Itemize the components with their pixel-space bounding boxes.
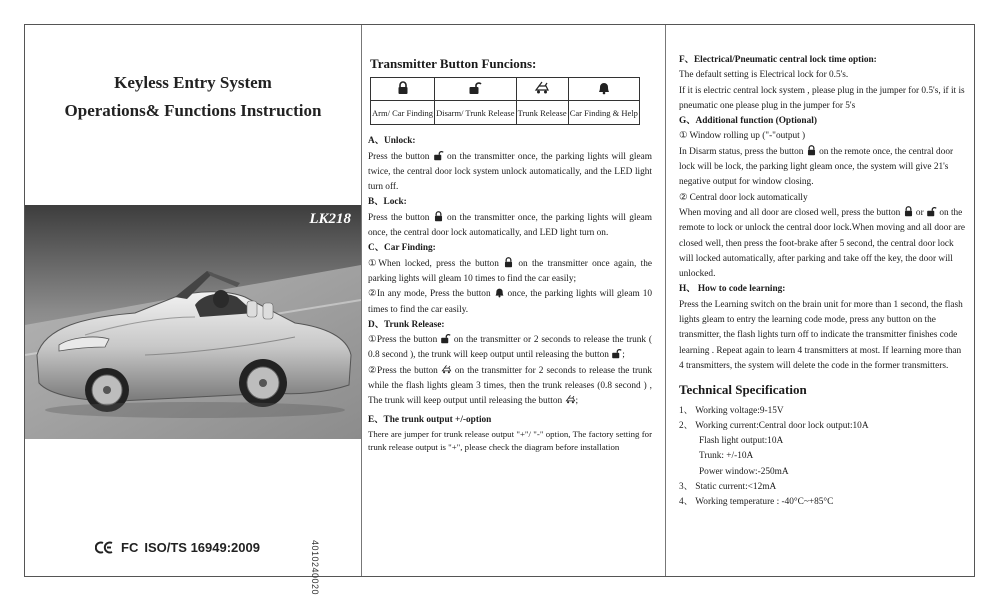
car-finding-text-1	[368, 257, 652, 288]
auto-lock-text	[679, 206, 967, 282]
button-functions-heading: Transmitter Button Funcions:	[370, 56, 537, 71]
unlock-icon	[468, 81, 482, 95]
text-fragment: once, the parking lights will gleam 10 times to find the car easily.	[368, 289, 652, 315]
car-finding-heading: C、Car Finding:	[368, 243, 436, 254]
text-fragment: ②Press the button	[368, 365, 438, 376]
right-column	[677, 25, 967, 578]
certification-row	[95, 540, 260, 555]
text-fragment: Press the button	[368, 151, 430, 162]
window-rolling-text	[679, 145, 967, 191]
button-function-table	[370, 77, 640, 125]
trunk-icon	[441, 364, 452, 375]
table-cell	[568, 78, 639, 101]
text-fragment: on the transmitter once, the parking lights will gleam twice, the central door lock system unlock automatically, and the LED light turn off.	[368, 151, 653, 193]
certification-text: ISO/TS 16949:2009	[144, 540, 260, 555]
table-cell	[371, 78, 435, 101]
auto-lock-heading: ② Central door lock automatically	[679, 192, 808, 203]
trunk-icon	[534, 81, 550, 95]
middle-column	[362, 25, 652, 578]
column-divider	[665, 25, 666, 576]
car-photo	[25, 205, 361, 439]
convertible-car-image	[25, 205, 361, 439]
text-fragment: or	[915, 207, 924, 218]
spec-temperature: 4、 Working temperature : -40°C~+85°C	[679, 497, 834, 508]
trunk-release-heading: D、Trunk Release:	[368, 319, 445, 330]
unlock-text	[368, 150, 652, 196]
text-fragment: When moving and all door are closed well, press the button	[679, 207, 901, 218]
lock-icon	[806, 145, 817, 156]
button-label-trunk: Trunk Release	[516, 101, 568, 125]
document-code: 4010240020	[310, 540, 320, 596]
ce-mark-icon	[95, 541, 115, 554]
fc-mark: FC	[121, 540, 139, 555]
button-label-arm: Arm/ Car Finding	[371, 101, 435, 125]
cover-panel	[25, 25, 361, 596]
button-label-disarm: Disarm/ Trunk Release	[435, 101, 517, 125]
text-fragment: In Disarm status, press the button	[679, 146, 804, 157]
model-number: LK218	[309, 211, 351, 227]
trunk-release-text-2	[368, 364, 652, 410]
technical-spec-heading: Technical Specification	[679, 382, 807, 398]
bell-icon	[494, 287, 505, 298]
cover-title: Keyless Entry System	[114, 73, 272, 92]
bell-icon	[597, 81, 611, 95]
lock-time-text-1: The default setting is Electrical lock for 0.5's.	[679, 70, 849, 81]
unlock-icon	[926, 206, 937, 217]
unlock-heading: A、Unlock:	[368, 136, 416, 147]
instruction-sheet	[24, 24, 975, 596]
cover-subtitle: Operations& Functions Instruction	[64, 101, 322, 120]
text-fragment: ①When locked, press the button	[368, 258, 499, 269]
text-fragment: ;	[622, 350, 625, 361]
text-fragment: ②In any mode, Press the button	[368, 289, 491, 300]
unlock-icon	[440, 333, 451, 344]
spec-flash-light: Flash light output:10A	[699, 436, 784, 447]
text-fragment: on the transmitter once, the parking lights will gleam once, the central door lock automatically, and LED light turn on.	[368, 212, 653, 239]
text-fragment: on the transmitter once again, the parking lights will gleam 10 times to find the car easily;	[368, 258, 652, 284]
text-fragment: on the transmitter for 2 seconds to release the trunk while the flash lights gleam 3 times, then the trunk releases (0.8 second ) , The trunk will keep output until releasing the button	[368, 365, 653, 407]
unlock-icon	[433, 150, 444, 161]
car-finding-text-2	[368, 287, 652, 318]
window-rolling-heading: ① Window rolling up ("-"output )	[679, 131, 806, 142]
lock-text	[368, 211, 652, 242]
text-fragment: on the transmitter or 2 seconds to release the trunk ( 0.8 second ), the trunk will keep output until releasing the button	[368, 335, 652, 361]
text-fragment: on the remote to lock or unlock the central door lock.When moving and all door are closed well, then press the foot-brake after 5 second, the central door lock will locked automatically, after parking and take off the key, the door will unlocked.	[679, 207, 966, 280]
unlock-icon	[611, 348, 622, 359]
trunk-output-heading: E、The trunk output +/-option	[368, 414, 492, 425]
spec-trunk: Trunk: +/-10A	[699, 451, 754, 462]
lock-icon	[903, 206, 914, 217]
lock-icon	[503, 257, 514, 268]
text-fragment: Press the button	[368, 212, 430, 223]
spec-current: 2、 Working current:Central door lock output:10A	[679, 420, 869, 431]
lock-time-text-2: If it is electric central lock system , please plug in the jumper for 0.5's, if it is pneumatic one please plug in the jumper for 5's	[679, 85, 965, 111]
trunk-output-text: There are jumper for trunk release output "+"/ "-" option, The factory setting for trunk release output is "+", please check the diagram before installation	[368, 428, 652, 453]
code-learning-text: Press the Learning switch on the brain unit for more than 1 second, the flash lights gleam to entry the learning code mode, press any button on the transmitter, the flash lights turn off to indicate the transmitter finishes code learning . Repeat again to learn 4 transmitters at most. If learning more than 4 transmitters, the system will delete the code in the former transmitters.	[679, 299, 963, 371]
button-label-car-finding: Car Finding & Help	[568, 101, 639, 125]
additional-function-heading: G、Additional function (Optional)	[679, 116, 817, 127]
table-cell	[435, 78, 517, 101]
lock-time-heading: F、Electrical/Pneumatic central lock time option:	[679, 55, 877, 65]
text-fragment: ;	[575, 396, 579, 407]
trunk-icon	[565, 394, 576, 405]
spec-static-current: 3、 Static current:<12mA	[679, 482, 777, 493]
text-fragment: on the remote once, the central door lock will be lock, the parking light gleam once, the system will give 21's negative output for window closing.	[679, 146, 954, 188]
text-fragment: ①Press the button	[368, 335, 438, 346]
spec-power-window: Power window:-250mA	[699, 466, 789, 477]
spec-voltage: 1、 Working voltage:9-15V	[679, 405, 784, 416]
table-cell	[516, 78, 568, 101]
trunk-release-text-1	[368, 333, 652, 364]
lock-icon	[396, 81, 410, 95]
code-learning-heading: H、 How to code learning:	[679, 284, 786, 295]
lock-icon	[433, 211, 444, 222]
lock-heading: B、Lock:	[368, 197, 407, 208]
